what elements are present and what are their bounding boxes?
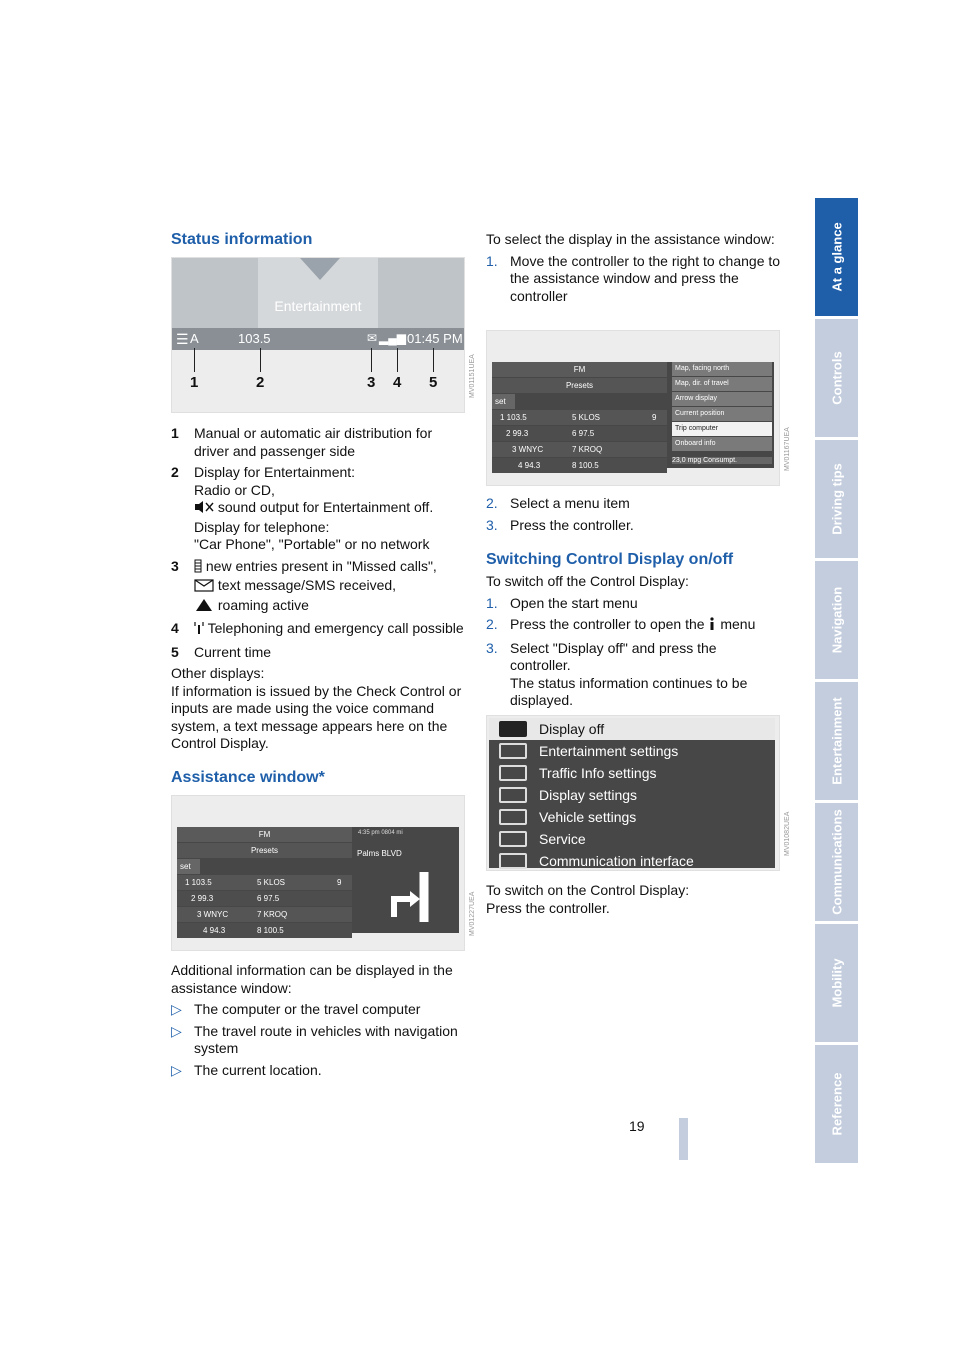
preset-row[interactable]	[177, 875, 352, 890]
start-menu-item[interactable]	[489, 850, 775, 872]
antenna-icon	[194, 621, 204, 640]
preset-station: 2 99.3	[506, 429, 529, 438]
callout-5: 5	[429, 374, 438, 391]
menu-item-label: Display off	[539, 721, 605, 737]
callout-line-2	[260, 348, 261, 372]
chapter-tabs	[815, 198, 858, 1166]
preset-row[interactable]	[492, 410, 667, 425]
street-name: Palms BLVD	[357, 849, 402, 858]
menu-item-icon	[499, 853, 527, 869]
tab-driving-tips[interactable]: Driving tips	[815, 440, 858, 558]
turn-right-arrow-icon	[382, 867, 437, 932]
tab-communications[interactable]: Communications	[815, 803, 858, 921]
missed-calls-icon	[194, 559, 202, 578]
assistance-window-heading: Assistance window*	[171, 769, 325, 786]
assistance-menu-item[interactable]: Arrow display	[672, 392, 772, 406]
start-menu-item[interactable]	[489, 762, 775, 784]
preset-row[interactable]	[492, 458, 667, 473]
triangle-bullet-icon: ▷	[171, 1061, 182, 1078]
step-item: 2. Press the controller to open the menu	[486, 616, 781, 636]
assistance-menu-item[interactable]: Onboard info	[672, 437, 772, 451]
bullet-item: ▷ The current location.	[171, 1061, 322, 1078]
consumption-readout: 23,0 mpg Consumpt.	[672, 457, 772, 464]
assistance-menu	[672, 362, 772, 452]
preset-station: 3 WNYC	[197, 910, 229, 919]
menu-item-label: Display settings	[539, 787, 638, 803]
tab-at-a-glance[interactable]: At a glance	[815, 198, 858, 316]
preset-station: 1 103.5	[500, 413, 527, 422]
roaming-icon	[194, 598, 214, 617]
status-screen-figure	[171, 257, 476, 413]
select-intro: To select the display in the assistance window:	[486, 231, 775, 247]
assistance-text	[171, 962, 466, 1083]
preset-station: 2 99.3	[191, 894, 214, 903]
switch-on-intro: To switch on the Control Display:	[486, 882, 690, 898]
status-information-heading: Status information	[171, 231, 313, 248]
start-menu-item[interactable]	[489, 784, 775, 806]
callout-line-1	[194, 348, 195, 372]
bullet-item: ▷ The travel route in vehicles with navigation system	[171, 1022, 458, 1056]
assistance-menu-item[interactable]: Map, dir. of travel	[672, 377, 772, 391]
legend-item-1: 1 Manual or automatic air distribution for driver and passenger side	[171, 425, 433, 459]
legend-item-5: 5 Current time	[171, 643, 272, 660]
start-menu-item[interactable]	[489, 806, 775, 828]
triangle-bullet-icon: ▷	[171, 1001, 182, 1017]
trip-screen	[492, 362, 774, 468]
status-bar	[172, 328, 464, 350]
menu-item-label: Service	[539, 831, 586, 847]
switch-on-step: Press the controller.	[486, 899, 610, 916]
switching-heading: Switching Control Display on/off	[486, 551, 734, 568]
assistance-intro: Additional information can be displayed in the assistance window:	[171, 962, 453, 996]
start-menu-screen-figure	[486, 715, 791, 871]
triangle-bullet-icon: ▷	[171, 1022, 182, 1039]
figure-code: MV01151UEA	[469, 354, 476, 398]
preset-station: 3 WNYC	[512, 445, 544, 454]
step-item: 2. Select a menu item	[486, 495, 630, 511]
callout-3: 3	[367, 374, 376, 391]
preset-station: 9	[652, 413, 657, 422]
step-item: 1. Move the controller to the right to change to the assistance window and press the controller	[486, 252, 781, 304]
step-item: 1. Open the start menu	[486, 594, 638, 611]
callout-2: 2	[256, 374, 265, 391]
legend-item-3: 3 new entries present in "Missed calls", text message/SMS received, roaming active	[171, 558, 466, 617]
trip-computer-screen-figure	[486, 330, 791, 486]
preset-station: 7 KROQ	[257, 910, 288, 919]
menu-item-icon	[499, 787, 527, 803]
sound-off-icon	[194, 500, 214, 519]
start-menu	[489, 718, 775, 868]
chevron-down-icon	[300, 258, 340, 280]
page-marker-bar	[679, 1118, 688, 1160]
menu-item-icon	[499, 721, 527, 737]
presets-row: Presets	[492, 378, 667, 393]
preset-station: 6 97.5	[572, 429, 595, 438]
menu-item-icon	[499, 765, 527, 781]
tab-navigation[interactable]: Navigation	[815, 561, 858, 679]
callout-line-5	[433, 348, 434, 372]
switch-on-text	[486, 882, 781, 917]
status-legend	[171, 425, 466, 753]
preset-list	[177, 875, 352, 938]
other-displays-text: If information is issued by the Check Control or inputs are made using the voice command system, a text message appears here on the Control Display.	[171, 682, 462, 751]
preset-station: 4 94.3	[518, 461, 541, 470]
presets-row: Presets	[177, 843, 352, 858]
switch-off-intro: To switch off the Control Display:	[486, 573, 689, 589]
preset-row[interactable]	[492, 426, 667, 441]
other-displays-title: Other displays:	[171, 665, 265, 681]
tab-entertainment[interactable]: Entertainment	[815, 682, 858, 800]
start-menu-item[interactable]	[489, 828, 775, 850]
menu-item-icon	[499, 743, 527, 759]
preset-station: 9	[337, 878, 342, 887]
start-menu-item[interactable]	[489, 740, 775, 762]
sms-envelope-icon	[194, 578, 214, 597]
select-display-text	[486, 231, 781, 309]
set-button[interactable]: set	[492, 394, 515, 409]
switching-text	[486, 573, 781, 714]
preset-row[interactable]	[177, 923, 352, 938]
radio-frequency: 103.5	[238, 331, 271, 346]
assistance-menu-item[interactable]: Map, facing north	[672, 362, 772, 376]
legend-item-4: 4 Telephoning and emergency call possible	[171, 620, 466, 640]
assistance-screen	[177, 827, 459, 933]
tab-mobility[interactable]: Mobility	[815, 924, 858, 1042]
menu-item-label: Communication interface	[539, 853, 694, 869]
menu-item-label: Entertainment settings	[539, 743, 679, 759]
preset-station: 7 KROQ	[572, 445, 603, 454]
figure-code: MV01167UEA	[784, 427, 791, 471]
preset-row[interactable]	[492, 442, 667, 457]
assistance-menu-item[interactable]: Trip computer	[672, 422, 772, 436]
radio-panel	[177, 827, 352, 933]
menu-item-label: Vehicle settings	[539, 809, 637, 825]
preset-row[interactable]	[177, 907, 352, 922]
preset-station: 5 KLOS	[572, 413, 601, 422]
entertainment-label: Entertainment	[274, 298, 362, 314]
callout-4: 4	[393, 374, 402, 391]
step-item: 3. Select "Display off" and press the controller. The status information continues to be displayed.	[486, 639, 748, 708]
tab-reference[interactable]: Reference	[815, 1045, 858, 1163]
step-item: 3. Press the controller.	[486, 516, 634, 533]
band-row: FM	[492, 362, 667, 377]
figure-code: MV01082UEA	[784, 811, 791, 856]
assistance-screen-figure	[171, 795, 476, 951]
callout-line-4	[397, 348, 398, 372]
preset-station: 4 94.3	[203, 926, 226, 935]
clock-time: 01:45 PM	[407, 331, 463, 346]
preset-row[interactable]	[177, 891, 352, 906]
assistance-menu-item[interactable]: Current position	[672, 407, 772, 421]
nav-topinfo: 4:35 pm 0804 mi	[358, 830, 403, 836]
legend-item-2: 2 Display for Entertainment: Radio or CD, sound output for Entertainment off. Display for telephone: "Car Phone", "Portable" or no network	[171, 464, 434, 552]
menu-item-icon	[499, 809, 527, 825]
bullet-item: ▷ The computer or the travel computer	[171, 1001, 421, 1017]
select-steps	[486, 495, 781, 538]
figure-code: MV01227UEA	[469, 891, 476, 936]
menu-item-label: Traffic Info settings	[539, 765, 657, 781]
set-button[interactable]: set	[177, 859, 200, 874]
radio-panel-2	[492, 362, 667, 468]
preset-station: 5 KLOS	[257, 878, 286, 887]
air-auto-label: A	[190, 331, 199, 346]
menu-item-icon	[499, 831, 527, 847]
preset-station: 1 103.5	[185, 878, 212, 887]
preset-station: 6 97.5	[257, 894, 280, 903]
page-number: 19	[629, 1118, 645, 1134]
signal-icon: ▂▄▆	[379, 331, 406, 345]
band-row: FM	[177, 827, 352, 842]
tab-controls[interactable]: Controls	[815, 319, 858, 437]
start-menu-item[interactable]	[489, 718, 775, 740]
callout-line-3	[371, 348, 372, 372]
sms-icon: ✉	[367, 331, 378, 345]
preset-station: 8 100.5	[257, 926, 284, 935]
callout-1: 1	[190, 374, 199, 391]
preset-station: 8 100.5	[572, 461, 599, 470]
preset-list	[492, 410, 667, 473]
air-distribution-icon: ☰	[176, 331, 189, 347]
